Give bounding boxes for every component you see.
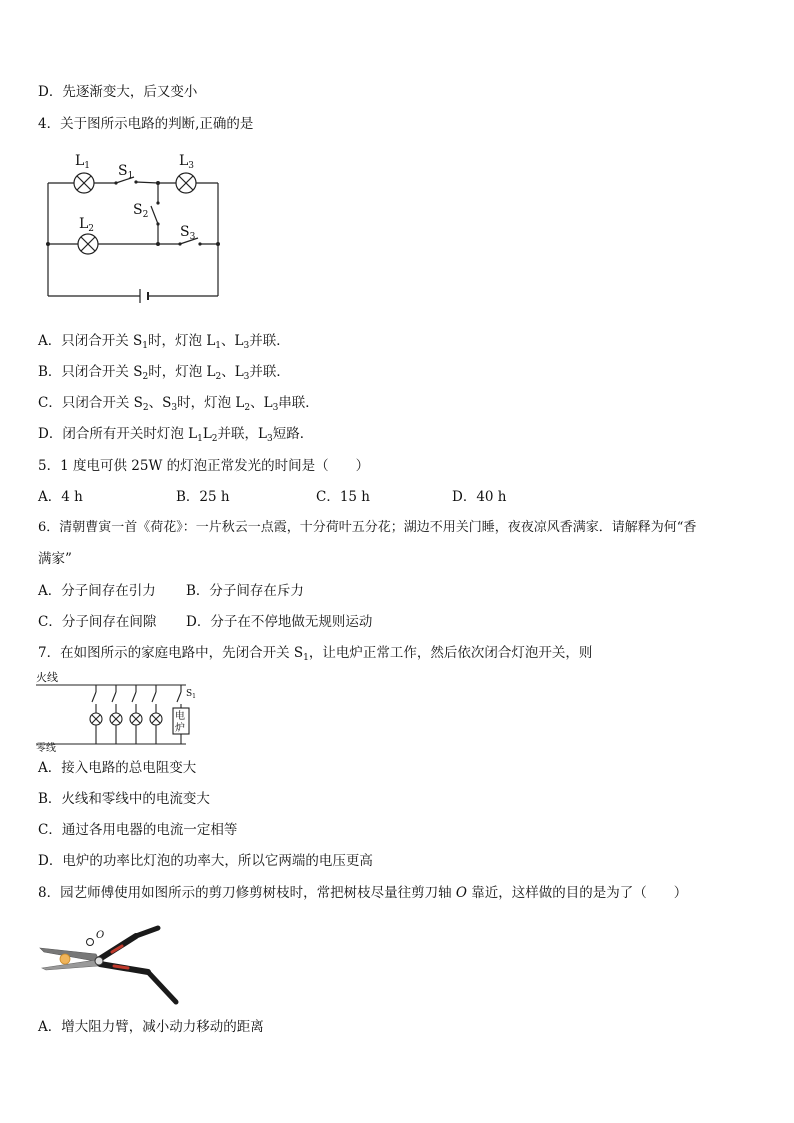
- q8-label-axis: O: [96, 930, 105, 941]
- q7-label-live-wire: 火线: [36, 671, 58, 684]
- q8-pivot-icon: [95, 957, 103, 965]
- q6-stem-line2: 满家”: [38, 551, 72, 567]
- q4-option-c: C．只闭合开关 $S_2$、$S_3$时，灯泡 $L_2$、$L_3$串联．: [38, 395, 319, 413]
- q5-option-c: C．15 h: [316, 489, 370, 505]
- q4-label-l1: $L_1$: [75, 153, 91, 171]
- q4-option-a: A．只闭合开关 $S_1$时，灯泡 $L_1$、$L_3$并联．: [38, 333, 290, 351]
- q5-option-d: D．40 h: [452, 489, 507, 505]
- q7-option-d: D．电炉的功率比灯泡的功率大，所以它两端的电压更高: [38, 853, 373, 869]
- q7-label-neutral-wire: 零线: [36, 743, 56, 752]
- q7-label-s1: $S_1$: [186, 689, 196, 700]
- q4-label-s1: $S_1$: [118, 163, 134, 181]
- q3-option-d: D．先逐渐变大，后又变小: [38, 84, 198, 100]
- q4-label-s2: $S_2$: [133, 202, 149, 220]
- q6-option-b: B．分子间存在斥力: [186, 583, 304, 599]
- q8-shears-figure: [38, 920, 188, 1012]
- q5-stem: 5．1 度电可供 25W 的灯泡正常发光的时间是（ ）: [38, 458, 370, 474]
- q4-label-l2: $L_2$: [79, 216, 95, 234]
- q4-circuit-figure: [38, 148, 228, 303]
- q5-option-a: A．4 h: [38, 489, 83, 505]
- q6-option-c: C．分子间存在间隙: [38, 614, 157, 630]
- q4-option-b: B．只闭合开关 $S_2$时，灯泡 $L_2$、$L_3$并联．: [38, 364, 290, 382]
- q4-stem: 4．关于图所示电路的判断,正确的是: [38, 116, 254, 132]
- q7-option-b: B．火线和零线中的电流变大: [38, 791, 210, 807]
- q7-label-heater-top: 电: [175, 711, 185, 722]
- q6-option-d: D．分子在不停地做无规则运动: [186, 614, 373, 630]
- q4-label-l3: $L_3$: [179, 153, 195, 171]
- q8-stem: 8．园艺师傅使用如图所示的剪刀修剪树枝时，常把树枝尽量往剪刀轴 O 靠近，这样做的目的是为了（ ）: [38, 885, 688, 901]
- q7-household-circuit-figure: [36, 668, 216, 752]
- q7-option-a: A．接入电路的总电阻变大: [38, 760, 197, 776]
- q8-option-a: A．增大阻力臂，减小动力移动的距离: [38, 1019, 264, 1035]
- q6-stem-line1: 6．清朝曹寅一首《荷花》：一片秋云一点霞，十分荷叶五分花；湖边不用关门睡，夜夜凉风香满家．请解释为何“香: [38, 520, 697, 535]
- q6-option-a: A．分子间存在引力: [38, 583, 156, 599]
- q4-label-s3: $S_3$: [180, 224, 196, 242]
- q8-branch-icon: [60, 954, 70, 964]
- q7-stem: 7．在如图所示的家庭电路中，先闭合开关 $S_1$，让电炉正常工作，然后依次闭合灯泡开关，则: [38, 645, 593, 663]
- q7-label-heater-bottom: 炉: [175, 723, 185, 734]
- q5-option-b: B．25 h: [176, 489, 230, 505]
- q4-option-d: D．闭合所有开关时灯泡 $L_1L_2$并联，$L_3$短路．: [38, 426, 314, 444]
- q7-option-c: C．通过各用电器的电流一定相等: [38, 822, 238, 838]
